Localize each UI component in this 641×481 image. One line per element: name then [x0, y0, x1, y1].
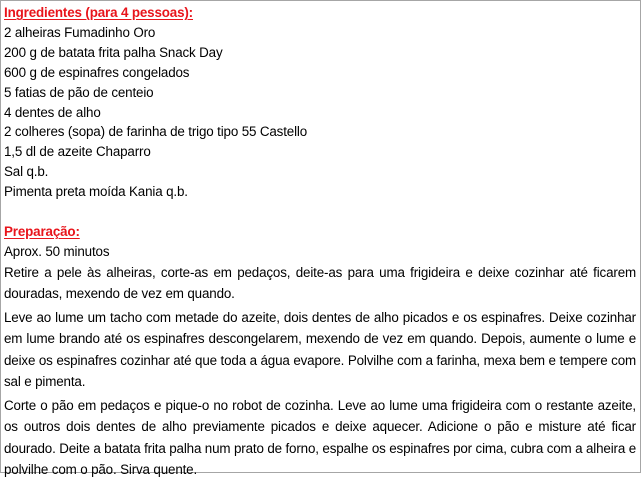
ingredient-item: Pimenta preta moída Kania q.b.: [4, 184, 188, 200]
ingredient-item: 5 fatias de pão de centeio: [4, 84, 154, 100]
preparation-step: Leve ao lume um tacho com metade do azeite, dois dentes de alho picados e os espinafres. Deixe cozinhar em lume brando até os espinafres descongelarem, mexendo de vez em quando. Depois, aumente o lume e deixe os espinafres cozinhar até que toda a água evapore. Polvilhe com a farinha, mexa bem e tempere com sal e pimenta.: [4, 309, 636, 390]
ingredient-item: Sal q.b.: [4, 164, 49, 180]
ingredient-item: 4 dentes de alho: [4, 104, 101, 120]
ingredient-item: 200 g de batata frita palha Snack Day: [4, 44, 223, 60]
preparation-heading: Preparação:: [4, 224, 80, 240]
ingredients-heading: Ingredientes (para 4 pessoas):: [4, 5, 193, 20]
ingredient-item: 600 g de espinafres congelados: [4, 64, 190, 80]
ingredients-list: [4, 23, 636, 202]
ingredient-item: 1,5 dl de azeite Chaparro: [4, 144, 151, 160]
preparation-steps: [4, 262, 636, 481]
preparation-step: Corte o pão em pedaços e pique-o no robot de cozinha. Leve ao lume uma frigideira com o restante azeite, os outros dois dentes de alho previamente picados e deixe aquecer. Adicione o pão e misture até ficar dourado. Deite a batata frita palha num prato de forno, espalhe os espinafres por cima, cubra com a alheira e polvilhe com o pão. Sirva quente.: [4, 397, 636, 478]
ingredient-item: 2 alheiras Fumadinho Oro: [4, 25, 156, 40]
section-spacer: [4, 202, 636, 222]
preparation-time: Aprox. 50 minutos: [4, 244, 110, 260]
ingredient-item: 2 colheres (sopa) de farinha de trigo tipo 55 Castello: [4, 124, 308, 140]
recipe-content: [4, 3, 636, 481]
preparation-step: Retire a pele às alheiras, corte-as em pedaços, deite-as para uma frigideira e deixe cozinhar até ficarem douradas, mexendo de vez em quando.: [4, 264, 636, 302]
